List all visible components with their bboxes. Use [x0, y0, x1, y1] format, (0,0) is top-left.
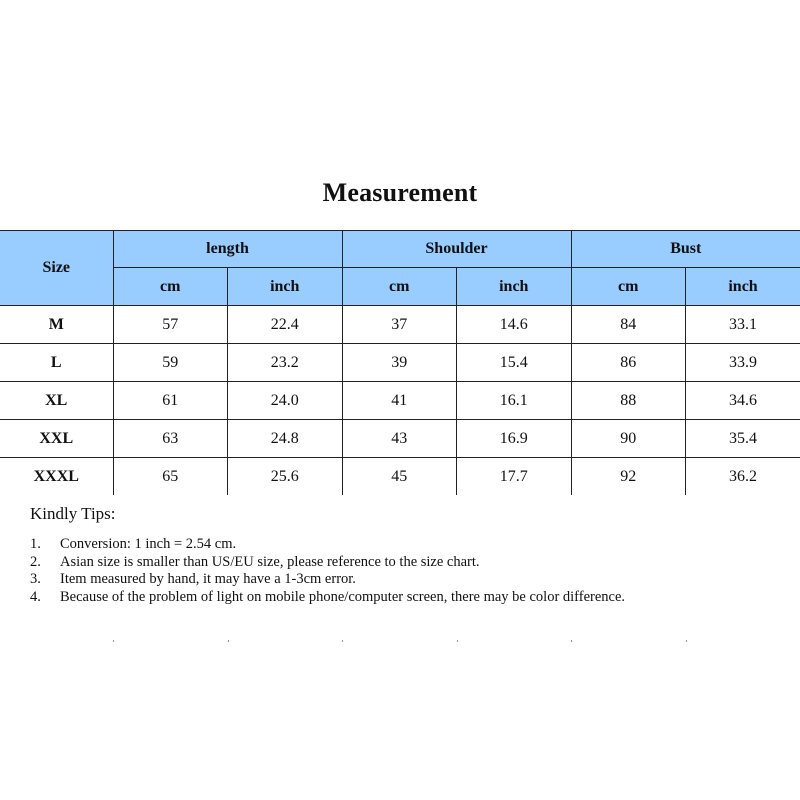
tip-text: Asian size is smaller than US/EU size, please reference to the size chart.: [60, 553, 480, 570]
length-group-header: length: [113, 231, 342, 268]
page-title: Measurement: [322, 178, 478, 207]
table-cell: 34.6: [686, 382, 800, 420]
table-cell: 16.1: [457, 382, 572, 420]
table-cell: 61: [113, 382, 228, 420]
list-item: [30, 571, 750, 589]
unit-header: inch: [228, 268, 343, 306]
bust-group-header: Bust: [571, 231, 800, 268]
table-cell: 24.0: [228, 382, 343, 420]
list-number: 1.: [30, 536, 41, 552]
table-cell: 84: [571, 306, 686, 344]
table-cell: 25.6: [228, 458, 343, 496]
list-number: 4.: [30, 588, 41, 605]
dot-mark: [571, 640, 572, 642]
tip-text: Because of the problem of light on mobile phone/computer screen, there may be color difference.: [60, 588, 626, 605]
tip-text: Conversion: 1 inch = 2.54 cm.: [60, 536, 237, 552]
dot-mark: [342, 640, 343, 642]
table-cell: 37: [342, 306, 457, 344]
list-item: [30, 589, 750, 607]
table-cell: 86: [571, 344, 686, 382]
table-cell: 14.6: [457, 306, 572, 344]
table-cell: 24.8: [228, 420, 343, 458]
dot-mark: [686, 640, 687, 642]
size-label: XXXL: [0, 458, 113, 496]
table-cell: 65: [113, 458, 228, 496]
unit-header: cm: [113, 268, 228, 306]
table-cell: 88: [571, 382, 686, 420]
unit-header: cm: [571, 268, 686, 306]
table-row: [0, 420, 800, 458]
list-item: [30, 536, 750, 554]
table-row: [0, 344, 800, 382]
size-label: XXL: [0, 420, 113, 458]
dot-mark: [457, 640, 458, 642]
tips-list: [30, 536, 750, 606]
size-label: M: [0, 306, 113, 344]
table-cell: 33.9: [686, 344, 800, 382]
size-chart-table: [0, 230, 800, 495]
size-column-header: Size: [0, 231, 113, 306]
table-cell: 23.2: [228, 344, 343, 382]
table-cell: 15.4: [457, 344, 572, 382]
table-cell: 59: [113, 344, 228, 382]
table-cell: 36.2: [686, 458, 800, 496]
unit-header: inch: [457, 268, 572, 306]
table-cell: 63: [113, 420, 228, 458]
table-cell: 43: [342, 420, 457, 458]
list-item: [30, 554, 750, 572]
kindly-tips: [30, 504, 750, 606]
tips-heading: Kindly Tips:: [30, 504, 116, 523]
table-cell: 45: [342, 458, 457, 496]
table-cell: 16.9: [457, 420, 572, 458]
table-cell: 57: [113, 306, 228, 344]
tip-text: Item measured by hand, it may have a 1-3cm error.: [60, 571, 356, 587]
table-cell: 33.1: [686, 306, 800, 344]
table-row: [0, 458, 800, 496]
unit-header: inch: [686, 268, 800, 306]
separator-dots: [0, 640, 800, 644]
table-cell: 17.7: [457, 458, 572, 496]
shoulder-group-header: Shoulder: [342, 231, 571, 268]
table-cell: 39: [342, 344, 457, 382]
list-number: 3.: [30, 571, 41, 587]
table-cell: 41: [342, 382, 457, 420]
table-cell: 92: [571, 458, 686, 496]
table-row: [0, 306, 800, 344]
unit-header: cm: [342, 268, 457, 306]
dot-mark: [113, 640, 114, 642]
table-cell: 22.4: [228, 306, 343, 344]
table-cell: 35.4: [686, 420, 800, 458]
size-label: L: [0, 344, 113, 382]
dot-mark: [228, 640, 229, 642]
size-label: XL: [0, 382, 113, 420]
table-row: [0, 382, 800, 420]
list-number: 2.: [30, 553, 41, 570]
table-cell: 90: [571, 420, 686, 458]
